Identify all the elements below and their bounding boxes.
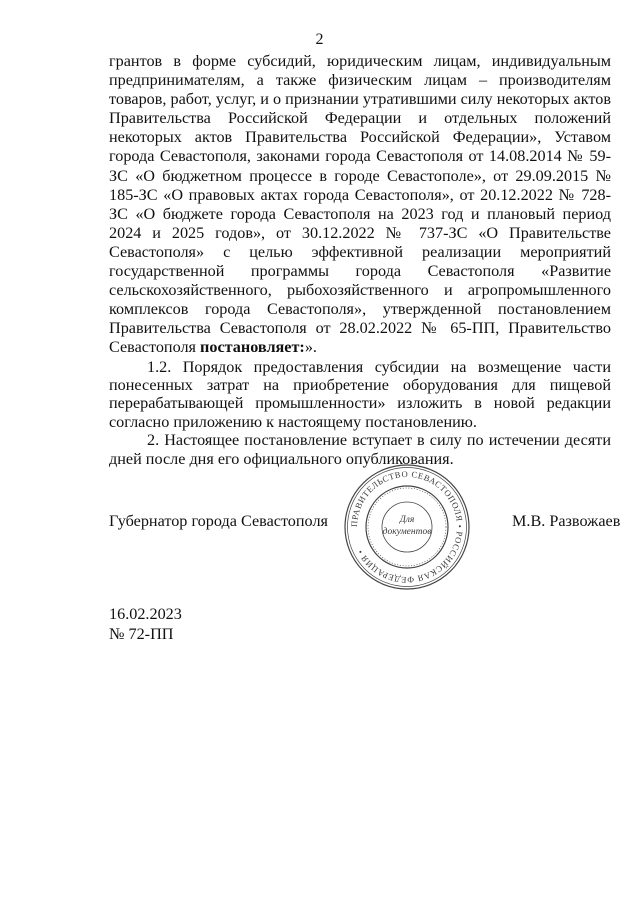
paragraph-preamble-continuation [109, 52, 611, 358]
paragraph-clause-2: 2. Настоящее постановление вступает в силу по истечении десяти дней после дня его официального опубликования. [109, 431, 611, 468]
official-seal-stamp [343, 463, 471, 591]
seal-outer-text: ПРАВИТЕЛЬСТВО СЕВАСТОПОЛЯ • РОССИЙСКАЯ ФЕДЕРАЦИЯ • [348, 468, 466, 586]
page-number: 2 [315, 31, 324, 48]
document-number: № 72-ПП [109, 625, 174, 643]
decree-keyword: постановляет: [200, 338, 305, 357]
seal-center-line-2: документов [382, 527, 432, 537]
signatory-title: Губернатор города Севастополя [109, 512, 328, 530]
paragraph-clause-1-2: 1.2. Порядок предоставления субсидии на возмещение части понесенных затрат на приобретение оборудования для пищевой перерабатывающей промышленности» изложить в новой редакции согласно приложению к настоящему постановлению. [109, 357, 611, 431]
document-body [109, 52, 611, 468]
document-date: 16.02.2023 [109, 605, 182, 623]
signatory-name: М.В. Развожаев [512, 512, 621, 530]
preamble-text: грантов в форме субсидий, юридическим лицам, индивидуальным предпринимателям, а также физическим лицам – производителям товаров, работ, услуг, и о признании утратившими силу некоторых актов Правительства Российской Федерации и отдельных положений некоторых актов Правительства Российской Федерации», Уставом города Севастополя, законами города Севастополя от 14.08.2014 № 59-ЗС «О бюджетном процессе в городе Севастополе», от 29.09.2015 № 185-ЗС «О правовых актах города Севастополя», от 20.12.2022 № 728-ЗС «О бюджете города Севастополя на 2023 год и плановый период 2024 и 2025 годов», от 30.12.2022 № 737-ЗС «О Правительстве Севастополя» с целью эффективной реализации мероприятий государственной программы города Севастополя «Развитие сельскохозяйственного, рыбохозяйственного и агропромышленного комплексов города Севастополя», утвержденной постановлением Правительства Севастополя от 28.02.2022 № 65-ПП, Правительство Севастополя [109, 52, 611, 357]
seal-center-line-1: Для [399, 515, 415, 525]
preamble-closing: ». [304, 338, 317, 357]
